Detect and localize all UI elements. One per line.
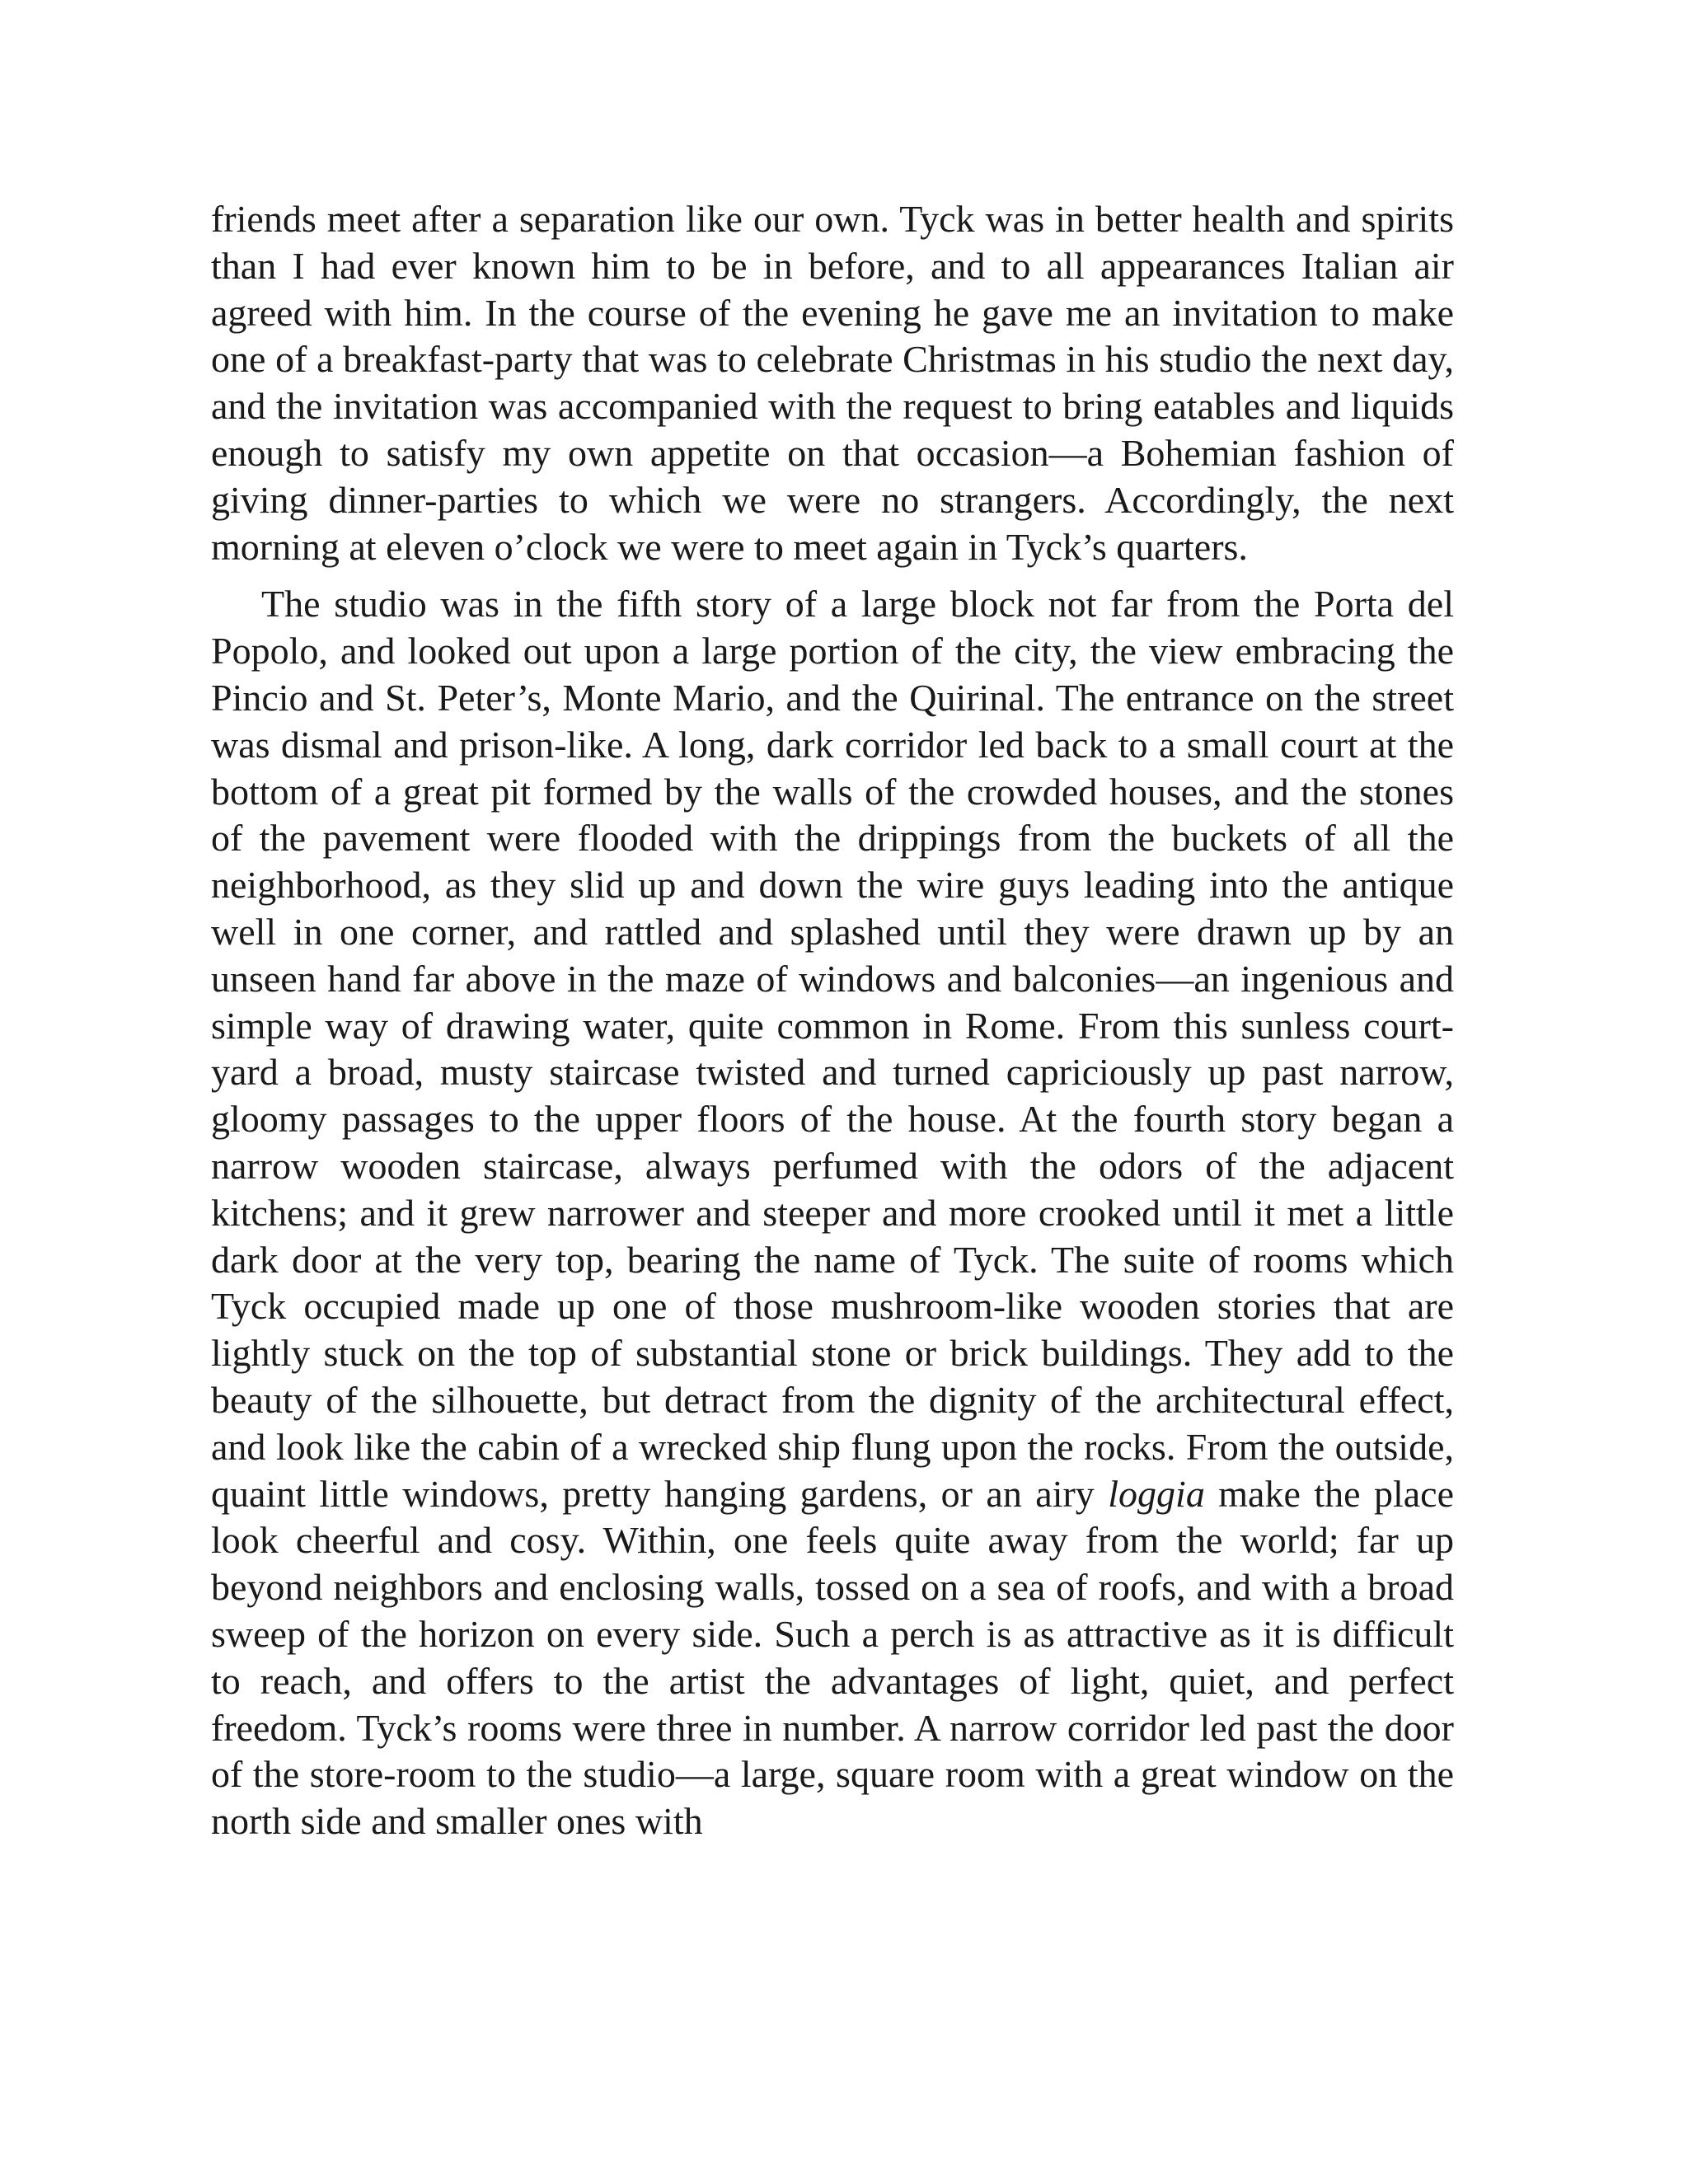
italic-term: loggia: [1108, 1472, 1205, 1515]
body-text: [211, 196, 1454, 1845]
paragraph-studio: [211, 581, 1454, 1845]
paragraph-text: friends meet after a separation like our own. Tyck was in better health and spirits than I had ever known him to be in before, and to all appearances Italian air agreed with him. In the course of the evening he gave me an invitation to make one of a breakfast-party that was to celebrate Christmas in his studio the next day, and the invitation was accompanied with the request to bring eatables and liquids enough to satisfy my own appetite on that occasion—a Bohemian fashion of giving dinner-parties to which we were no strangers. Accordingly, the next morning at eleven o’clock we were to meet again in Tyck’s quarters.: [211, 198, 1454, 568]
paragraph-continued: [211, 196, 1454, 570]
paragraph-text: make the place look cheerful and cosy. Within, one feels quite away from the world; far up beyond neighbors and enclosing walls, tossed on a sea of roofs, and with a broad sweep of the horizon on every side. Such a perch is as attractive as it is difficult to reach, and offers to the artist the advantages of light, quiet, and perfect freedom. Tyck’s rooms were three in number. A narrow corridor led past the door of the store-room to the studio—a large, square room with a great window on the north side and smaller ones with: [211, 1472, 1455, 1843]
paragraph-text: The studio was in the fifth story of a large block not far from the Porta del Popolo, and looked out upon a large portion of the city, the view embracing the Pincio and St. Peter’s, Monte Mario, and the Quirinal. The entrance on the street was dismal and prison-like. A long, dark corridor led back to a small court at the bottom of a great pit formed by the walls of the crowded houses, and the stones of the pavement were flooded with the drippings from the buckets of all the neighborhood, as they slid up and down the wire guys leading into the antique well in one corner, and rattled and splashed until they were drawn up by an unseen hand far above in the maze of windows and balconies—an ingenious and simple way of drawing water, quite common in Rome. From this sunless court-yard a broad, musty staircase twisted and turned capriciously up past narrow, gloomy passages to the upper floors of the house. At the fourth story began a narrow wooden staircase, always perfumed with the odors of the adjacent kitchens; and it grew narrower and steeper and more crooked until it met a little dark door at the very top, bearing the name of Tyck. The suite of rooms which Tyck occupied made up one of those mushroom-like wooden stories that are lightly stuck on the top of substantial stone or brick buildings. They add to the beauty of the silhouette, but detract from the dignity of the architectural effect, and look like the cabin of a wrecked ship flung upon the rocks. From the outside, quaint little windows, pretty hanging gardens, or an airy: [211, 583, 1454, 1515]
